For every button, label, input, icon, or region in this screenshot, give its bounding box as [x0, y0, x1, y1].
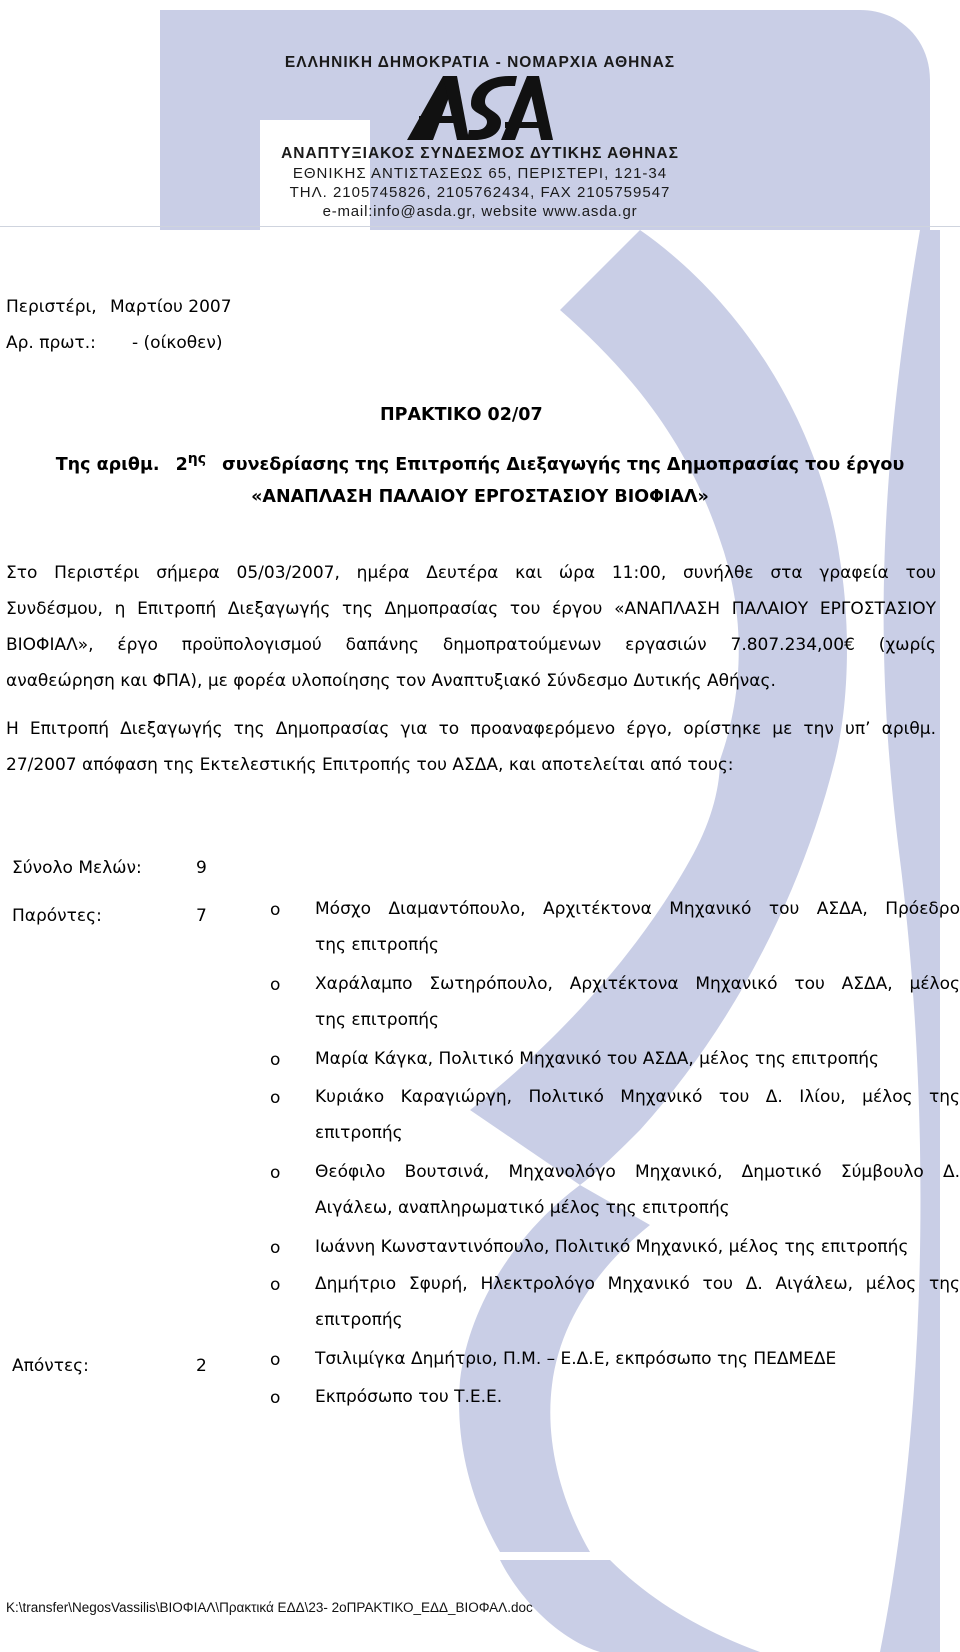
total-members-value: 9 — [196, 858, 207, 878]
list-bullet: o — [270, 1238, 281, 1258]
paragraph-1-line-1: Στο Περιστέρι σήμερα 05/03/2007, ημέρα Δευτέρα και ώρα 11:00, συνήλθε στα γραφεία του — [6, 563, 936, 583]
member-2-line-1: Χαράλαμπο Σωτηρόπουλο, Αρχιτέκτονα Μηχανικό του ΑΣΔΑ, μέλος — [315, 974, 960, 994]
paragraph-2-line-1: Η Επιτροπή Διεξαγωγής της Δημοπρασίας για το προαναφερόμενο έργο, ορίστηκε με την υπ’ αριθμ. — [6, 719, 936, 739]
place-label: Περιστέρι, — [6, 297, 97, 317]
list-bullet: o — [270, 1388, 281, 1408]
list-bullet: o — [270, 1350, 281, 1370]
absent-members-label: Απόντες: — [12, 1356, 89, 1376]
letterhead-organization: ΑΝΑΠΤΥΞΙΑΚΟΣ ΣΥΝΔΕΣΜΟΣ ΔΥΤΙΚΗΣ ΑΘΗΝΑΣ — [281, 145, 679, 162]
member-1-line-2: της επιτροπής — [315, 935, 439, 955]
session-prefix: Της αριθμ. — [55, 454, 160, 475]
paragraph-2-line-2: 27/2007 απόφαση της Εκτελεστικής Επιτροπής του ΑΣΔΑ, και αποτελείται από τους: — [6, 755, 734, 775]
document-date: Μαρτίου 2007 — [110, 297, 232, 317]
member-5-line-1: Θεόφιλο Βουτσινά, Μηχανολόγο Μηχανικό, Δημοτικό Σύμβουλο Δ. — [315, 1162, 960, 1182]
paragraph-1-line-4: αναθεώρηση και ΦΠΑ), με φορέα υλοποίησης τον Αναπτυξιακό Σύνδεσμο Δυτικής Αθήνας. — [6, 671, 776, 691]
session-ordinal-suffix: ης — [187, 451, 207, 467]
protocol-label: Αρ. πρωτ.: — [6, 333, 96, 353]
session-number: 2 — [175, 454, 188, 475]
session-description: συνεδρίασης της Επιτροπής Διεξαγωγής της Δημοπρασίας του έργου — [222, 454, 905, 475]
letterhead-divider — [0, 226, 960, 227]
member-7-line-2: επιτροπής — [315, 1310, 403, 1330]
absent-member-2: Εκπρόσωπο του Τ.Ε.Ε. — [315, 1387, 503, 1407]
list-bullet: o — [270, 1163, 281, 1183]
list-bullet: o — [270, 900, 281, 920]
list-bullet: o — [270, 975, 281, 995]
letterhead-address: ΕΘΝΙΚΗΣ ΑΝΤΙΣΤΑΣΕΩΣ 65, ΠΕΡΙΣΤΕΡΙ, 121-34 — [292, 165, 668, 182]
member-4-line-1: Κυριάκο Καραγιώργη, Πολιτικό Μηχανικό του Δ. Ιλίου, μέλος της — [315, 1087, 960, 1107]
member-2-line-2: της επιτροπής — [315, 1010, 439, 1030]
protocol-value: - (οίκοθεν) — [132, 333, 223, 353]
member-7-line-1: Δημήτριο Σφυρή, Ηλεκτρολόγο Μηχανικό του Δ. Αιγάλεω, μέλος της — [315, 1274, 960, 1294]
member-5-line-2: Αιγάλεω, αναπληρωματικό μέλος της επιτροπής — [315, 1198, 730, 1218]
letterhead-phone: ΤΗΛ. 2105745826, 2105762434, FAX 2105759547 — [289, 184, 671, 201]
session-line — [0, 451, 960, 475]
member-1-line-1: Μόσχο Διαμαντόπουλο, Αρχιτέκτονα Μηχανικό του ΑΣΔΑ, Πρόεδρο — [315, 899, 960, 919]
asda-logo — [405, 74, 555, 142]
absent-members-value: 2 — [196, 1356, 207, 1376]
list-bullet: o — [270, 1050, 281, 1070]
minutes-heading: ΠΡΑΚΤΙΚΟ 02/07 — [380, 405, 543, 425]
member-6-line-1: Ιωάννη Κωνσταντινόπουλο, Πολιτικό Μηχανικό, μέλος της επιτροπής — [315, 1237, 909, 1257]
member-3-line-1: Μαρία Κάγκα, Πολιτικό Μηχανικό του ΑΣΔΑ, μέλος της επιτροπής — [315, 1049, 879, 1069]
project-name: «ΑΝΑΠΛΑΣΗ ΠΑΛΑΙΟΥ ΕΡΓΟΣΤΑΣΙΟΥ ΒΙΟΦΙΑΛ» — [251, 487, 709, 507]
paragraph-1-line-2: Συνδέσμου, η Επιτροπή Διεξαγωγής της Δημοπρασίας του έργου «ΑΝΑΠΛΑΣΗ ΠΑΛΑΙΟΥ ΕΡΓΟΣΤΑΣΙΟΥ — [6, 599, 936, 619]
list-bullet: o — [270, 1088, 281, 1108]
file-path-footer: K:\transfer\NegosVassilis\ΒΙΟΦΙΑΛ\Πρακτικά ΕΔΔ\23- 2οΠΡΑΚΤΙΚΟ_ΕΔΔ_ΒΙΟΦΑΛ.doc — [6, 1600, 533, 1615]
present-members-label: Παρόντες: — [12, 906, 102, 926]
present-members-value: 7 — [196, 906, 207, 926]
letterhead-contact: e-mail:info@asda.gr, website www.asda.gr — [322, 203, 638, 220]
letterhead-republic: ΕΛΛΗΝΙΚΗ ΔΗΜΟΚΡΑΤΙΑ - ΝΟΜΑΡΧΙΑ ΑΘΗΝΑΣ — [284, 54, 676, 71]
list-bullet: o — [270, 1275, 281, 1295]
absent-member-1: Τσιλιμίγκα Δημήτριο, Π.Μ. – Ε.Δ.Ε, εκπρόσωπο της ΠΕΔΜΕΔΕ — [315, 1349, 837, 1369]
total-members-label: Σύνολο Μελών: — [12, 858, 142, 878]
paragraph-1-line-3: ΒΙΟΦΙΑΛ», έργο προϋπολογισμού δαπάνης δημοπρατούμενων εργασιών 7.807.234,00€ (χωρίς — [6, 635, 936, 655]
member-4-line-2: επιτροπής — [315, 1123, 403, 1143]
